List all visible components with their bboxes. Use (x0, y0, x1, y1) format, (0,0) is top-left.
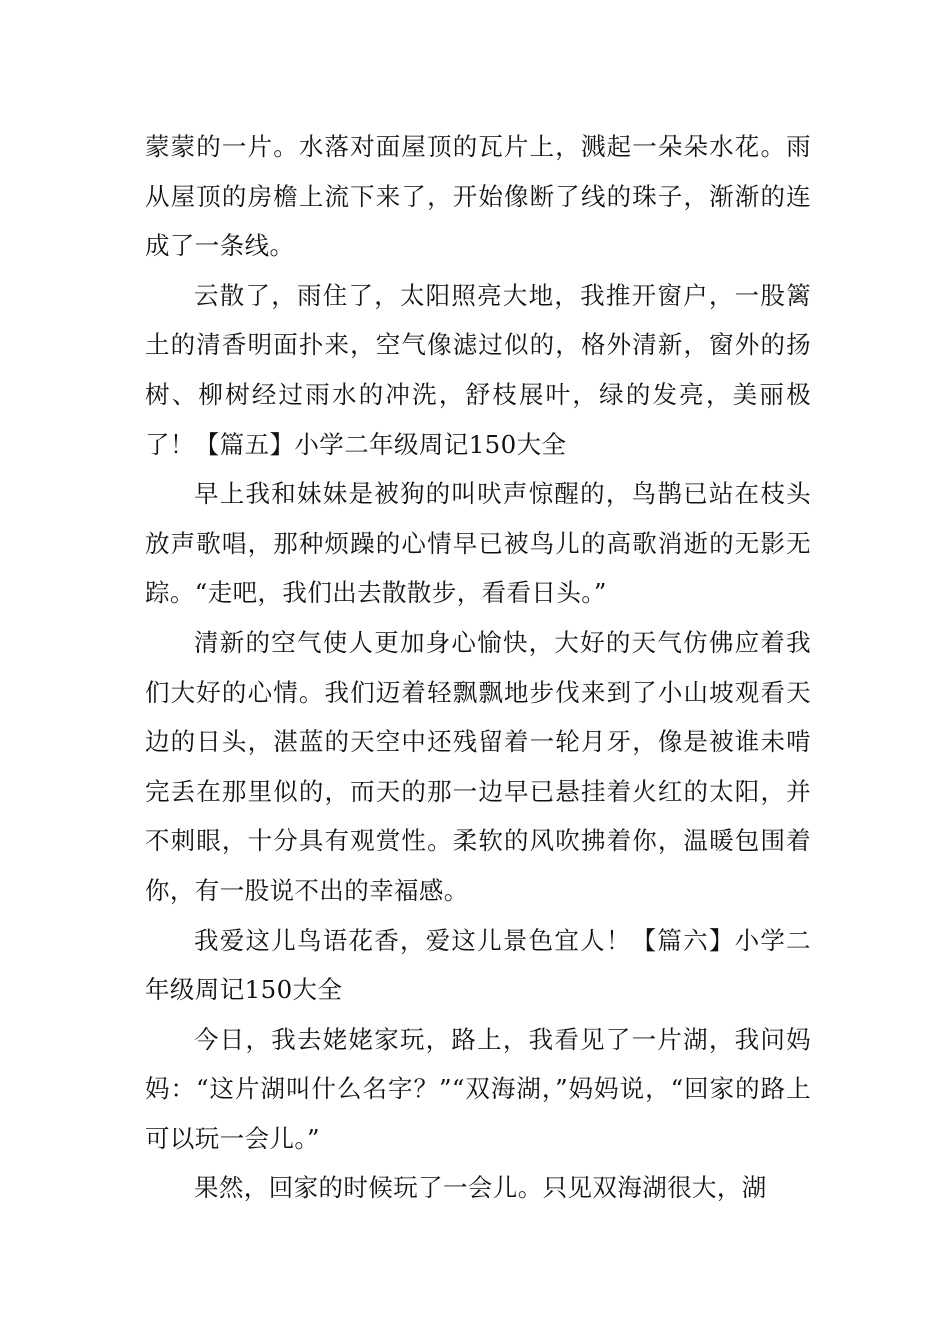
paragraph: 我爱这儿鸟语花香，爱这儿景色宜人！【篇六】小学二年级周记150大全 (145, 925, 811, 1005)
paragraph: 清新的空气使人更加身心愉快，大好的天气仿佛应着我们大好的心情。我们迈着轻飘飘地步伐来到了小山坡观看天边的日头，湛蓝的天空中还残留着一轮月牙，像是被谁未啃完丢在那里似的，而天的那一边早已悬挂着火红的太阳，并不刺眼，十分具有观赏性。柔软的风吹拂着你，温暖包围着你，有一股说不出的幸福感。 (145, 627, 811, 905)
document-body (145, 122, 811, 1213)
paragraph: 云散了，雨住了，太阳照亮大地，我推开窗户，一股篱土的清香明面扑来，空气像滤过似的，格外清新，窗外的扬树、柳树经过雨水的冲洗，舒枝展叶，绿的发亮，美丽极了！【篇五】小学二年级周记150大全 (145, 280, 811, 459)
paragraph: 早上我和妹妹是被狗的叫吠声惊醒的，鸟鹊已站在枝头放声歌唱，那种烦躁的心情早已被鸟儿的高歌消逝的无影无踪。“走吧，我们出去散散步，看看日头。” (145, 479, 811, 608)
paragraph: 今日，我去姥姥家玩，路上，我看见了一片湖，我问妈妈：“这片湖叫什么名字？”“双海湖，”妈妈说，“回家的路上可以玩一会儿。” (145, 1024, 811, 1153)
paragraph: 果然，回家的时候玩了一会儿。只见双海湖很大，湖 (194, 1173, 767, 1203)
paragraph-continued: 蒙蒙的一片。水落对面屋顶的瓦片上，溅起一朵朵水花。雨从屋顶的房檐上流下来了，开始像断了线的珠子，渐渐的连成了一条线。 (145, 132, 811, 261)
